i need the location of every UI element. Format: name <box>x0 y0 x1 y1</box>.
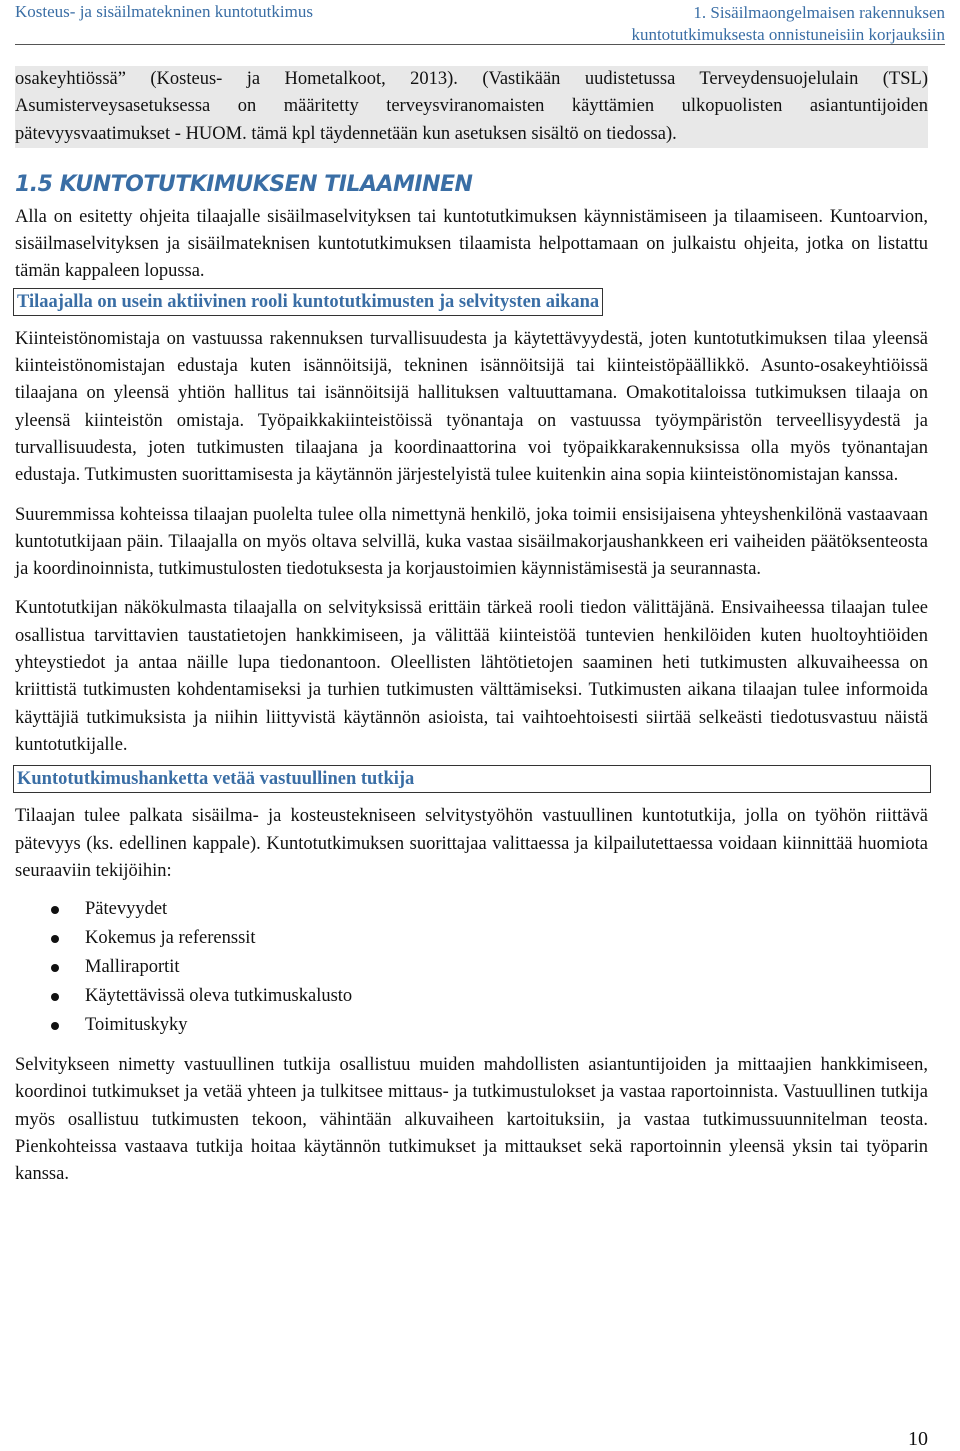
list-item: Pätevyydet <box>15 895 928 924</box>
section-paragraph-4: Kuntotutkijan näkökulmasta tilaajalla on selvityksissä erittäin tärkeä rooli tiedon välittäjänä. Ensivaiheessa tilaajan tulee osallistua tarvittavien taustatietojen hankkimiseen, ja välittää kiinteistöä tuntevien henkilöiden kuten huoltoyhtiöiden yhteystiedot ja antaa näille lupa tiedonantoon. Oleellisten lähtötietojen saaminen heti tutkimusten alkuvaiheessa on kriittistä tutkimusten kohdentamiseksi ja turhien tutkimusten välttämiseksi. Tutkimusten aikana tilaajan tulee informoida käyttäjiä tutkimuksista ja niihin liittyvistä käytännön asioista, tai vaihtoehtoisesti siirtää selkeästi tiedotusvastuu näistä kuntotutkijalle. <box>15 598 928 755</box>
section-paragraph-3: Suuremmissa kohteissa tilaajan puolelta tulee olla nimettynä henkilö, joka toimii ensisijaisena yhteyshenkilönä vastaavaan kuntotutkijaan päin. Tilaajalla on myös oltava selvillä, kuka vastaa sisäilmakorjaushankkeen eri vaiheiden päätöksenteosta ja koordinoinnista, tutkimustulosten tiedotuksesta ja korjaustoimien käynnistämisestä ja seurannasta. <box>15 504 928 580</box>
section-paragraph-2: Kiinteistönomistaja on vastuussa rakennuksen turvallisuudesta ja käytettävyydestä, joten kuntotutkimuksen tilaa yleensä kiinteistönomistajan edustaja kuten isännöitsijä, tekninen isännöitsijä tai kiinteistöpäällikkö. Asunto-osakeyhtiöissä tilaajana on yleensä yhtiön hallitus tai isännöitsijä hallituksen valtuuttamana. Omakotitaloissa tutkimuksen tilaaja on yleensä kiinteistön omistaja. Työpaikkakiinteistöissä työnantaja on vastuussa työympäristön terveellisyydestä ja turvallisuudesta, joten tutkimusten tilaajana ja koordinaattorina voi työpaikkarakennuksissa olla myös työnantajan edustaja. Tutkimusten suorittamisesta ja käytännön järjestelyistä tulee kuitenkin aina sopia kiinteistönomistajan kanssa. <box>15 328 928 486</box>
section-paragraph-6: Selvitykseen nimetty vastuullinen tutkija osallistuu muiden mahdollisten asiantuntijoiden ja mittaajien hankkimiseen, koordinoi tutkimukset ja vetää yhteen ja tulkitsee mittaus- ja tutkimustulokset ja vastaa raportoinnista. Vastuullinen tutkija myös osallistuu tutkimusten tekoon, vähintään alkuvaiheen kartoituksiin, ja vastaa tutkimussuunnitelman teosta. Pienkohteissa vastaava tutkija hoitaa käytännön tutkimukset ja mittaukset sekä raportoinnin yleensä yksin tai työparin kanssa. <box>15 1055 928 1185</box>
header-chapter-title <box>631 2 945 46</box>
header-chapter-line2: kuntotutkimuksesta onnistuneisiin korjauksiin <box>631 25 945 44</box>
list-item: Malliraportit <box>15 953 928 982</box>
intro-paragraph: osakeyhtiössä” (Kosteus- ja Hometalkoot, 2013). (Vastikään uudistetussa Terveydensuojelulain (TSL) Asumisterveysasetuksessa on määritetty terveysviranomaisten käyttämien ulkopuolisten asiantuntijoiden pätevyysvaatimukset - HUOM. tämä kpl täydennetään kun asetuksen sisältö on tiedossa). <box>15 66 928 148</box>
callout-vastuullinen-tutkija: Kuntotutkimushanketta vetää vastuullinen tutkija <box>13 765 931 793</box>
page-number: 10 <box>908 1428 928 1450</box>
section-paragraph-1: Alla on esitetty ohjeita tilaajalle sisäilmaselvityksen tai kuntotutkimuksen käynnistämiseen ja tilaamiseen. Kuntoarvion, sisäilmaselvityksen ja sisäilmateknisen kuntotutkimuksen tilaamista helpottamaan on julkaistu ohjeita, jotka on listattu tämän kappaleen lopussa. <box>15 206 928 282</box>
section-heading: 1.5 KUNTOTUTKIMUKSEN TILAAMINEN <box>15 171 473 197</box>
list-item: Käytettävissä oleva tutkimuskalusto <box>15 982 928 1011</box>
page-body <box>15 66 928 1189</box>
section-paragraph-5: Tilaajan tulee palkata sisäilma- ja kosteustekniseen selvitystyöhön vastuullinen kuntotutkija, jolla on työhön riittävä pätevyys (ks. edellinen kappale). Kuntotutkimuksen suorittajaa valittaessa ja kilpailutettaessa voidaan kiinnittää huomiota seuraaviin tekijöihin: <box>15 806 928 881</box>
header-document-title: Kosteus- ja sisäilmatekninen kuntotutkimus <box>15 2 313 21</box>
list-item: Toimituskyky <box>15 1011 928 1040</box>
header-chapter-line1: 1. Sisäilmaongelmaisen rakennuksen <box>693 3 945 22</box>
criteria-list <box>15 895 928 1040</box>
callout-tilaajan-rooli: Tilaajalla on usein aktiivinen rooli kuntotutkimusten ja selvitysten aikana <box>13 288 603 316</box>
list-item: Kokemus ja referenssit <box>15 924 928 953</box>
page-header <box>15 0 945 45</box>
